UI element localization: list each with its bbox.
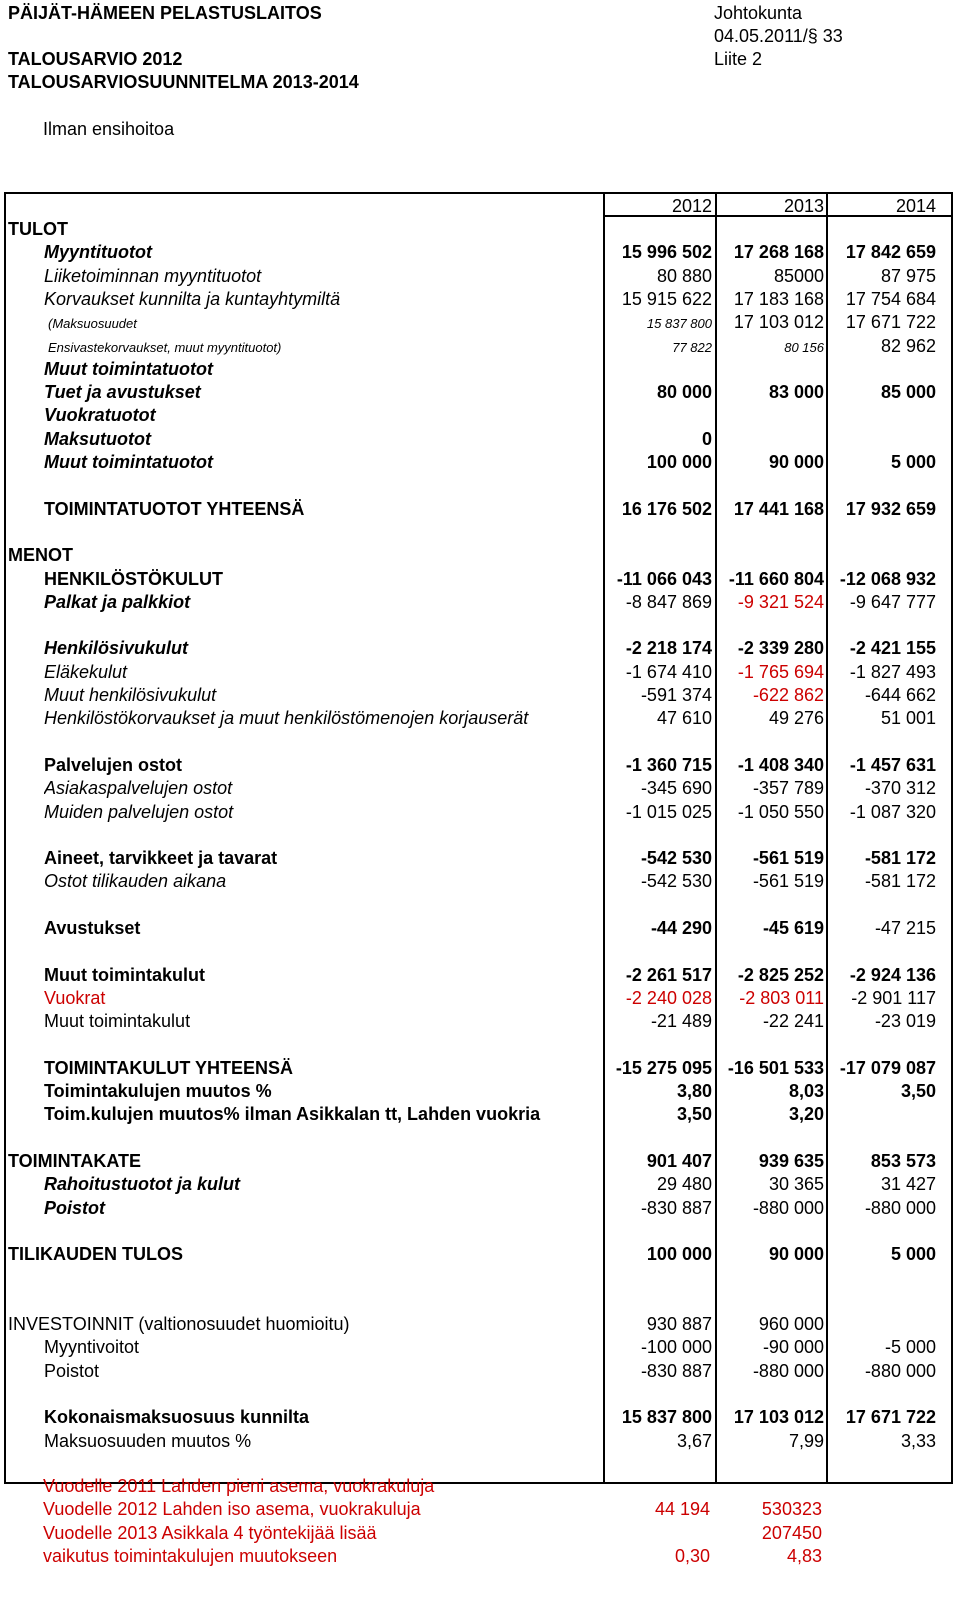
row-label: Muut toimintatuotot (44, 358, 213, 379)
cell-2012: 901 407 (646, 1151, 712, 1171)
cell-2014: 82 962 (880, 335, 936, 356)
cell-2012: 3,67 (676, 1430, 712, 1451)
row-label: Toimintakulujen muutos % (44, 1081, 272, 1102)
note-text: Vuodelle 2013 Asikkala 4 työntekijää lisää (43, 1522, 377, 1543)
cell-2014: -581 172 (864, 848, 936, 869)
cell-2014: -1 087 320 (849, 801, 936, 822)
cell-2014: -1 457 631 (849, 754, 936, 775)
cell-2012: -2 240 028 (625, 987, 712, 1008)
cell-2012: -2 261 517 (625, 964, 712, 985)
row-label: Avustukset (44, 918, 141, 938)
cell-2012: 77 822 (672, 339, 712, 355)
cell-2012: -11 066 043 (616, 568, 712, 589)
cell-2014: 87 975 (880, 265, 936, 286)
cell-2013: 17 441 168 (733, 498, 824, 519)
cell-2013: 49 276 (768, 708, 824, 729)
subtitle: Ilman ensihoitoa (43, 119, 175, 139)
table-row (6, 1033, 951, 1057)
row-label: Maksutuotot (44, 428, 151, 449)
row-label: Palvelujen ostot (44, 754, 183, 775)
note-line (43, 1546, 823, 1568)
row-label: Muut toimintatuotot (44, 452, 213, 472)
cell-2014: 17 932 659 (845, 498, 936, 519)
row-label: Ensivastekorvaukset, muut myyntituotot) (48, 339, 282, 355)
note-value-2012: 0,30 (674, 1545, 710, 1566)
cell-2014: 31 427 (880, 1174, 936, 1195)
row-label: Vuokrat (44, 987, 106, 1008)
table-row (6, 1429, 951, 1453)
row-label: Muut toimintakulut (44, 964, 205, 985)
cell-2012: 80 880 (656, 265, 712, 286)
cell-2014: 17 671 722 (845, 1407, 936, 1428)
row-label: Henkilösivukulut (44, 638, 189, 659)
cell-2014: -17 079 087 (839, 1057, 936, 1078)
table-row (6, 893, 951, 917)
table-row (6, 217, 951, 241)
row-label: Eläkekulut (44, 661, 128, 682)
cell-2014: -5 000 (884, 1337, 936, 1358)
row-label: MENOT (8, 545, 73, 566)
table-row (6, 636, 951, 660)
row-label: Muut toimintakulut (44, 1011, 191, 1032)
table-row (6, 590, 951, 614)
cell-2012: 930 887 (646, 1314, 712, 1335)
table-row (6, 567, 951, 591)
cell-2012: -44 290 (650, 918, 712, 938)
budget-title: TALOUSARVIO 2012 (8, 49, 183, 69)
cell-2014: -581 172 (864, 871, 936, 892)
cell-2013: -1 765 694 (737, 661, 824, 682)
row-label: Aineet, tarvikkeet ja tavarat (44, 848, 278, 869)
row-label: Myyntituotot (44, 242, 152, 263)
table-row (6, 1126, 951, 1150)
cell-2012: -542 530 (640, 848, 712, 869)
cell-2012: -830 887 (640, 1197, 712, 1218)
row-label: TOIMINTATUOTOT YHTEENSÄ (44, 498, 305, 519)
table-row (6, 1382, 951, 1406)
note-line (43, 1499, 823, 1521)
cell-2013: 17 183 168 (733, 288, 824, 309)
table-row (6, 497, 951, 521)
row-label: HENKILÖSTÖKULUT (44, 568, 223, 589)
cell-2012: 0 (701, 428, 712, 449)
cell-2012: 80 000 (656, 382, 712, 403)
table-row (6, 986, 951, 1010)
cell-2014: -1 827 493 (849, 661, 936, 682)
table-row (6, 1149, 951, 1173)
cell-2013: 939 635 (758, 1151, 824, 1171)
table-row (6, 753, 951, 777)
cell-2014: 17 842 659 (845, 242, 936, 263)
row-label: INVESTOINNIT (valtionosuudet huomioitu) (8, 1314, 350, 1335)
board-label: Johtokunta (714, 3, 803, 23)
cell-2014: 17 754 684 (845, 288, 936, 309)
row-label: Toim.kulujen muutos% ilman Asikkalan tt, Lahden vuokria (44, 1104, 541, 1125)
row-label: Asiakaspalvelujen ostot (44, 778, 233, 799)
attachment-label: Liite 2 (714, 49, 763, 69)
cell-2013: -16 501 533 (727, 1057, 824, 1078)
cell-2012: -830 887 (640, 1360, 712, 1381)
cell-2013: 7,99 (788, 1430, 824, 1451)
table-row (6, 380, 951, 404)
table-row (6, 1312, 951, 1336)
row-label: Liiketoiminnan myyntituotot (44, 265, 262, 286)
cell-2012: -542 530 (640, 871, 712, 892)
cell-2013: 17 268 168 (733, 242, 824, 263)
cell-2013: -357 789 (752, 778, 824, 799)
cell-2014: 85 000 (880, 382, 936, 403)
cell-2012: 29 480 (656, 1174, 712, 1195)
table-row (6, 450, 951, 474)
table-row (6, 1172, 951, 1196)
cell-2013: -622 862 (752, 685, 824, 705)
cell-2014: -47 215 (874, 918, 936, 938)
cell-2014: 5 000 (890, 452, 936, 472)
cell-2013: -90 000 (762, 1337, 824, 1358)
note-line (43, 1523, 823, 1545)
table-row (6, 1289, 951, 1313)
row-label: Tuet ja avustukset (44, 382, 201, 403)
cell-2014: -880 000 (864, 1360, 936, 1381)
table-row (6, 846, 951, 870)
note-value-2012: 44 194 (654, 1499, 710, 1520)
cell-2012: -100 000 (640, 1337, 712, 1358)
cell-2012: 16 176 502 (621, 498, 712, 519)
cell-2013: 80 156 (784, 339, 824, 355)
year-2012: 2012 (671, 196, 712, 216)
row-label: Myyntivoitot (44, 1337, 140, 1358)
note-line (43, 1476, 823, 1498)
cell-2012: 3,80 (676, 1081, 712, 1102)
date-reference: 04.05.2011/§ 33 (714, 26, 843, 46)
row-label: Henkilöstökorvaukset ja muut henkilöstömenojen korjauserät (44, 708, 529, 729)
cell-2014: -880 000 (864, 1197, 936, 1218)
cell-2014: -2 924 136 (849, 964, 936, 985)
cell-2012: -15 275 095 (615, 1057, 712, 1078)
cell-2013: -2 803 011 (739, 987, 824, 1008)
table-row (6, 683, 951, 707)
cell-2014: -2 901 117 (851, 987, 936, 1008)
table-row (6, 264, 951, 288)
cell-2012: 15 915 622 (621, 288, 712, 309)
table-row (6, 1196, 951, 1220)
row-label: Poistot (44, 1197, 105, 1218)
table-row (6, 1102, 951, 1126)
table-row (6, 473, 951, 497)
table-row (6, 1079, 951, 1103)
cell-2012: 47 610 (656, 708, 712, 729)
cell-2013: -1 050 550 (737, 801, 824, 822)
cell-2013: -1 408 340 (737, 754, 824, 775)
cell-2012: -591 374 (640, 685, 712, 705)
cell-2013: 17 103 012 (733, 1407, 824, 1428)
table-row (6, 706, 951, 730)
row-label: (Maksuosuudet (48, 316, 137, 332)
table-row (6, 543, 951, 567)
cell-2013: 17 103 012 (733, 312, 824, 333)
cell-2013: 90 000 (768, 1244, 824, 1265)
cell-2014: -370 312 (864, 778, 936, 799)
cell-2013: -561 519 (752, 848, 824, 869)
cell-2013: 3,20 (788, 1104, 824, 1125)
note-text: Vuodelle 2012 Lahden iso asema, vuokrakuluja (43, 1499, 421, 1520)
cell-2012: -21 489 (650, 1011, 712, 1032)
table-row (6, 1009, 951, 1033)
table-row (6, 310, 951, 334)
cell-2012: 3,50 (676, 1104, 712, 1125)
table-row (6, 800, 951, 824)
table-row (6, 776, 951, 800)
cell-2013: -2 339 280 (737, 638, 824, 659)
note-value-2013: 207450 (761, 1522, 822, 1543)
table-row (6, 613, 951, 637)
table-row (6, 1242, 951, 1266)
cell-2012: -1 360 715 (625, 754, 712, 775)
cell-2013: -880 000 (752, 1360, 824, 1381)
cell-2014: -9 647 777 (849, 591, 936, 612)
row-label: TULOT (8, 219, 68, 239)
table-row (6, 427, 951, 451)
row-label: Korvaukset kunnilta ja kuntayhtymiltä (44, 288, 341, 309)
cell-2012: -1 015 025 (625, 801, 712, 822)
table-row (6, 869, 951, 893)
table-row (6, 520, 951, 544)
table-row (6, 403, 951, 427)
row-label: Ostot tilikauden aikana (44, 871, 227, 892)
table-row (6, 730, 951, 754)
table-row (6, 939, 951, 963)
row-label: Vuokratuotot (44, 405, 156, 426)
cell-2013: -45 619 (762, 918, 824, 938)
year-header-row (6, 194, 951, 218)
cell-2014: -2 421 155 (849, 638, 936, 659)
cell-2012: -1 674 410 (625, 661, 712, 682)
cell-2012: 100 000 (646, 452, 712, 472)
cell-2014: 17 671 722 (845, 312, 936, 333)
note-value-2013: 530323 (761, 1499, 822, 1520)
cell-2013: 30 365 (768, 1174, 824, 1195)
row-label: TOIMINTAKATE (8, 1151, 141, 1171)
row-label: Kokonaismaksuosuus kunnilta (44, 1407, 310, 1428)
cell-2013: 83 000 (768, 382, 824, 403)
note-text: Vuodelle 2011 Lahden pieni asema, vuokrakuluja (43, 1476, 435, 1496)
row-label: Poistot (44, 1360, 100, 1381)
cell-2013: -880 000 (752, 1197, 824, 1218)
note-value-2013: 4,83 (786, 1545, 822, 1566)
cell-2013: 8,03 (788, 1081, 824, 1102)
table-row (6, 1266, 951, 1290)
table-row (6, 823, 951, 847)
table-row (6, 963, 951, 987)
cell-2014: 3,33 (900, 1430, 936, 1451)
cell-2014: -23 019 (874, 1011, 936, 1032)
row-label: Maksuosuuden muutos % (44, 1430, 252, 1451)
cell-2013: -22 241 (762, 1011, 824, 1032)
cell-2013: -561 519 (752, 871, 824, 892)
year-2013: 2013 (783, 196, 824, 216)
cell-2013: 85000 (773, 265, 824, 286)
table-row (6, 1219, 951, 1243)
cell-2013: 960 000 (758, 1314, 824, 1335)
cell-2013: -9 321 524 (737, 591, 824, 612)
row-label: Rahoitustuotot ja kulut (44, 1174, 240, 1195)
cell-2013: -2 825 252 (737, 964, 824, 985)
cell-2012: 15 837 800 (646, 316, 712, 332)
table-row (6, 916, 951, 940)
table-row (6, 1056, 951, 1080)
budget-table (4, 192, 953, 1484)
note-text: vaikutus toimintakulujen muutokseen (43, 1545, 338, 1566)
cell-2014: 5 000 (890, 1244, 936, 1265)
table-row (6, 334, 951, 358)
cell-2014: 51 001 (880, 708, 936, 729)
table-row (6, 240, 951, 264)
row-label: Palkat ja palkkiot (44, 591, 191, 612)
row-label: TILIKAUDEN TULOS (8, 1244, 183, 1265)
table-row (6, 1335, 951, 1359)
cell-2014: 3,50 (900, 1081, 936, 1102)
table-row (6, 357, 951, 381)
table-row (6, 660, 951, 684)
cell-2014: -644 662 (864, 685, 936, 705)
cell-2014: -12 068 932 (839, 568, 936, 589)
table-row (6, 1359, 951, 1383)
cell-2012: -2 218 174 (625, 638, 712, 659)
cell-2012: 100 000 (646, 1244, 712, 1265)
cell-2012: 15 837 800 (621, 1407, 712, 1428)
table-row (6, 287, 951, 311)
cell-2012: 15 996 502 (621, 242, 712, 263)
row-label: TOIMINTAKULUT YHTEENSÄ (44, 1057, 294, 1078)
cell-2013: 90 000 (768, 452, 824, 472)
org-name: PÄIJÄT-HÄMEEN PELASTUSLAITOS (8, 3, 322, 23)
cell-2012: -345 690 (640, 778, 712, 799)
cell-2013: -11 660 804 (728, 568, 824, 589)
plan-title: TALOUSARVIOSUUNNITELMA 2013-2014 (8, 72, 359, 92)
row-label: Muiden palvelujen ostot (44, 801, 234, 822)
cell-2012: -8 847 869 (625, 591, 712, 612)
cell-2014: 853 573 (870, 1151, 936, 1171)
row-label: Muut henkilösivukulut (44, 685, 217, 705)
table-row (6, 1405, 951, 1429)
year-2014: 2014 (895, 196, 936, 216)
